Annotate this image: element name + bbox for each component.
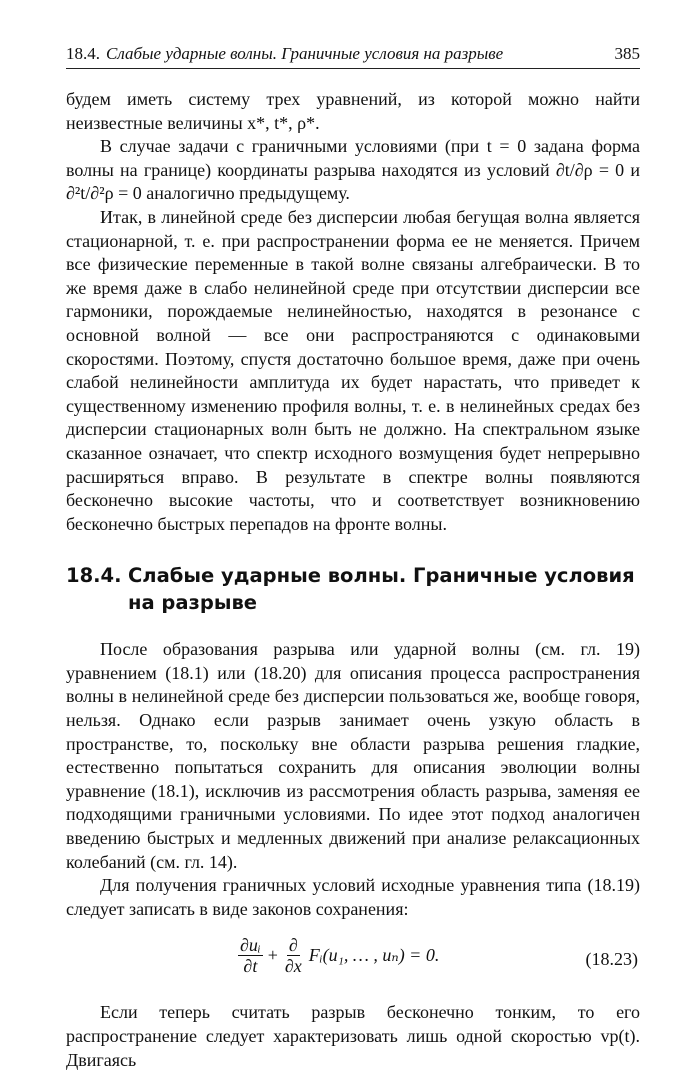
fraction-d-dx xyxy=(283,935,304,976)
paragraph-3: Итак, в линейной среде без дисперсии любая бегущая волна является стационарной, т. е. при распространении форма ее не меняется. Причем все физические переменные в такой волне связаны алгебраически. В то же время даже в слабо нелинейной среде при отсутствии дисперсии все гармоники, порождаемые нелинейностью, находятся в резонансе с основной волной — все они распространяются с одинаковыми скоростями. Поэтому, спустя достаточно большое время, даже при очень слабой нелинейности амплитуда их будет нарастать, что приведет к существенному изменению профиля волны, т. е. в нелинейных средах без дисперсии стационарных волн быть не должно. На спектральном языке сказанное означает, что спектр исходного возмущения будет непрерывно расширяться вправо. В результате в спектре волны появляются бесконечно высокие частоты, что и соответствует возникновению бесконечно быстрых перепадов на фронте волны. xyxy=(66,206,640,534)
paragraph-5: Для получения граничных условий исходные уравнения типа (18.19) следует записать в виде законов сохранения: xyxy=(66,875,640,919)
plus-sign: + xyxy=(267,945,278,966)
running-header-section: 18.4. xyxy=(66,44,100,63)
paragraph-6: Если теперь считать разрыв бесконечно тонким, то его распространение следует характеризовать лишь одной скоростью vр(t). Двигаясь xyxy=(66,1002,640,1070)
section-number: 18.4. xyxy=(66,564,122,588)
fraction-du-dt xyxy=(238,935,263,976)
running-header xyxy=(66,44,640,69)
section-heading xyxy=(66,562,640,616)
paragraph-1: будем иметь систему трех уравнений, из которой можно найти неизвестные величины x*, t*, ρ*. xyxy=(66,89,640,133)
paragraph-4: После образования разрыва или ударной волны (см. гл. 19) уравнением (18.1) или (18.20) для описания процесса распространения волны в нелинейной среде без дисперсии пользоваться же, вообще говоря, нельзя. Однако если разрыв занимает очень узкую область в пространстве, то, поскольку вне области разрыва решения гладкие, естественно попытаться сохранить для описания эволюции волны уравнение (18.1), исключив из рассмотрения область разрыва, заменяя ее подходящими граничными условиями. По идее этот подход аналогичен введению быстрых и медленных движений при анализе релаксационных колебаний (см. гл. 14). xyxy=(66,639,640,872)
equation-body xyxy=(238,935,439,976)
running-header-text: Слабые ударные волны. Граничные условия на разрыве xyxy=(106,44,504,63)
fraction-denominator: ∂t xyxy=(243,956,258,977)
page-number: 385 xyxy=(614,44,640,63)
fraction-denominator: ∂x xyxy=(284,956,302,977)
fraction-numerator: ∂ xyxy=(288,935,298,956)
paragraph-2: В случае задачи с граничными условиями (при t = 0 задана форма волны на границе) координаты разрыва находятся из условий ∂t/∂ρ = 0 и ∂²t/∂²ρ = 0 аналогично предыдущему. xyxy=(66,136,640,204)
page-body xyxy=(66,88,640,1072)
fraction-numerator: ∂uᵢ xyxy=(240,935,261,956)
equation-expression: Fᵢ(u₁, … , uₙ) = 0. xyxy=(308,945,440,966)
section-title: Слабые ударные волны. Граничные условия на разрыве xyxy=(128,564,635,615)
running-header-title xyxy=(66,44,503,64)
equation-18-23 xyxy=(66,931,640,993)
equation-number: (18.23) xyxy=(585,949,638,970)
